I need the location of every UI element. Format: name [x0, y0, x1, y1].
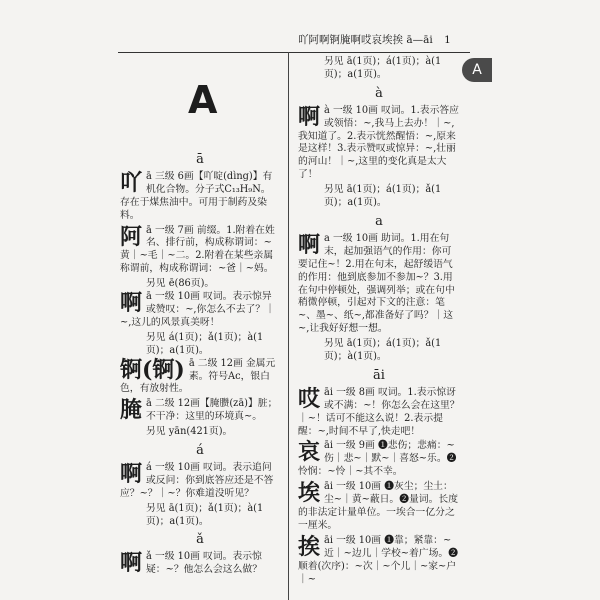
entry: [120, 462, 280, 501]
entry-text: āi 一级 8画 叹词。1.表示惊讶或不满：~！你怎么会在这里？｜~！话可不能这么说！2.表示提醒：~,时间不早了,快走吧！: [298, 386, 460, 437]
entry-text: ā 一级 7画 前缀。1.附着在姓名、排行前，构成称谓词：~黄｜~毛｜~二。2.附着在某些亲属称谓前，构成称谓词：~爸｜~妈。: [120, 224, 275, 275]
cross-reference: 另见 á(1页)；ǎ(1页)；à(1页)；a(1页)。: [146, 331, 264, 356]
left-column: [120, 148, 280, 579]
entry-head: 腌: [120, 397, 143, 424]
entry-text: á 一级 10画 叹词。表示追问或反问：你到底答应还是不答应？~？｜~？你难道没听见？: [120, 461, 274, 499]
entry-text: ā 一级 10画 叹词。表示惊异或赞叹：~,你怎么不去了？｜~,这儿的风景真美呀！: [120, 291, 275, 328]
cross-reference: 另见 ā(1页)；á(1页)；ǎ(1页)；a(1页)。: [324, 184, 442, 209]
entry-text: ā 二级 12画【腌臜(zā)】脏；不干净：这里的环境真~。: [146, 398, 278, 423]
entry: [120, 291, 280, 330]
entry: [120, 358, 280, 397]
entry-text: ā 二级 12画 金属元素。符号Ac，银白色，有放射性。: [120, 357, 276, 395]
entry-head: 锕(锕): [120, 356, 185, 383]
syllable-heading: à: [375, 85, 383, 101]
entry-text: āi 一级 10画 ❶灰尘；尘土：尘~｜黄~蔽日。❷量词。长度的非法定计量单位。一埃合一亿分之一厘米。: [298, 481, 458, 531]
entry-head: 啊: [120, 290, 143, 317]
entry-head: 挨: [298, 533, 321, 560]
entry-text: a 一级 10画 助词。1.用在句末，起加强语气的作用：你可要记住~！2.用在句末，起舒缓语气的作用：他到底参加不参加~？3.用在句中停顿处，强调列举；或在句中稍微停顿，引起对下文的注意：笔~、墨~、纸~,都准备好了吗？｜这~,让我好好想一想。: [298, 232, 455, 335]
column-divider: [288, 52, 289, 600]
entry: [120, 398, 280, 424]
entry: [298, 387, 460, 439]
header-rule: [118, 52, 470, 53]
syllable-heading: a: [375, 213, 383, 229]
cross-reference: 另见 ā(1页)；ǎ(1页)；à(1页)；a(1页)。: [146, 502, 264, 527]
letter-thumb-tab: A: [462, 58, 492, 82]
page-header: [298, 32, 468, 47]
right-column: [298, 56, 460, 588]
syllable-heading: á: [196, 443, 204, 459]
entry-text: āi 一级 10画 ❶靠；紧靠：~近｜~边儿｜学校~着广场。❷顺着(次序)：~次｜~个儿｜~家~户｜~: [298, 534, 458, 585]
entry-text: āi 一级 9画 ❶悲伤；悲痛：~伤｜悲~｜默~｜喜怒~乐。❷怜悯：~怜｜~其不幸。: [298, 440, 457, 478]
header-characters: 吖阿啊锕腌啊哎哀埃挨: [298, 34, 403, 46]
entry-head: 埃: [298, 480, 321, 507]
entry-head: 啊: [120, 460, 143, 487]
page-number: 1: [444, 34, 451, 46]
entry: [298, 105, 460, 182]
cross-reference: 另见 ē(86页)。: [146, 278, 215, 290]
syllable-heading: ā: [196, 152, 204, 167]
entry-head: 啊: [120, 550, 143, 577]
entry-head: 啊: [298, 103, 321, 130]
cross-reference: 另见 ā(1页)；á(1页)；à(1页)；a(1页)。: [324, 56, 442, 80]
entry: [120, 171, 280, 223]
entry-text: ǎ 一级 10画 叹词。表示惊疑：~？他怎么会这么做？: [146, 551, 262, 576]
entry-head: 啊: [298, 231, 321, 258]
entry-text: ā 三级 6画【吖啶(dìng)】有机化合物。分子式C₁₃H₉N。存在于煤焦油中。可用于制药及染料。: [120, 170, 273, 221]
section-letter: A: [188, 78, 218, 122]
entry: [298, 535, 460, 587]
entry-head: 哎: [298, 385, 321, 412]
header-range: ā—āi: [406, 34, 433, 46]
entry: [298, 233, 460, 336]
entry-head: 阿: [120, 223, 143, 250]
cross-reference: 另见 ā(1页)；á(1页)；ǎ(1页)；à(1页)。: [324, 338, 442, 363]
entry-text: à 一级 10画 叹词。1.表示答应或领悟：~,我马上去办！｜~,我知道了。2.表示恍然醒悟：~,原来是这样！3.表示赞叹或惊异：~,壮丽的河山！｜~,这里的变化真是太大了！: [298, 104, 459, 181]
syllable-heading: ǎ: [196, 532, 204, 548]
entry-head: 哀: [298, 439, 321, 466]
entry: [120, 225, 280, 277]
entry-head: 吖: [120, 169, 143, 196]
cross-reference: 另见 yān(421页)。: [146, 426, 233, 438]
entry: [120, 551, 280, 577]
syllable-heading: āi: [373, 367, 385, 383]
entry: [298, 481, 460, 533]
entry: [298, 440, 460, 479]
